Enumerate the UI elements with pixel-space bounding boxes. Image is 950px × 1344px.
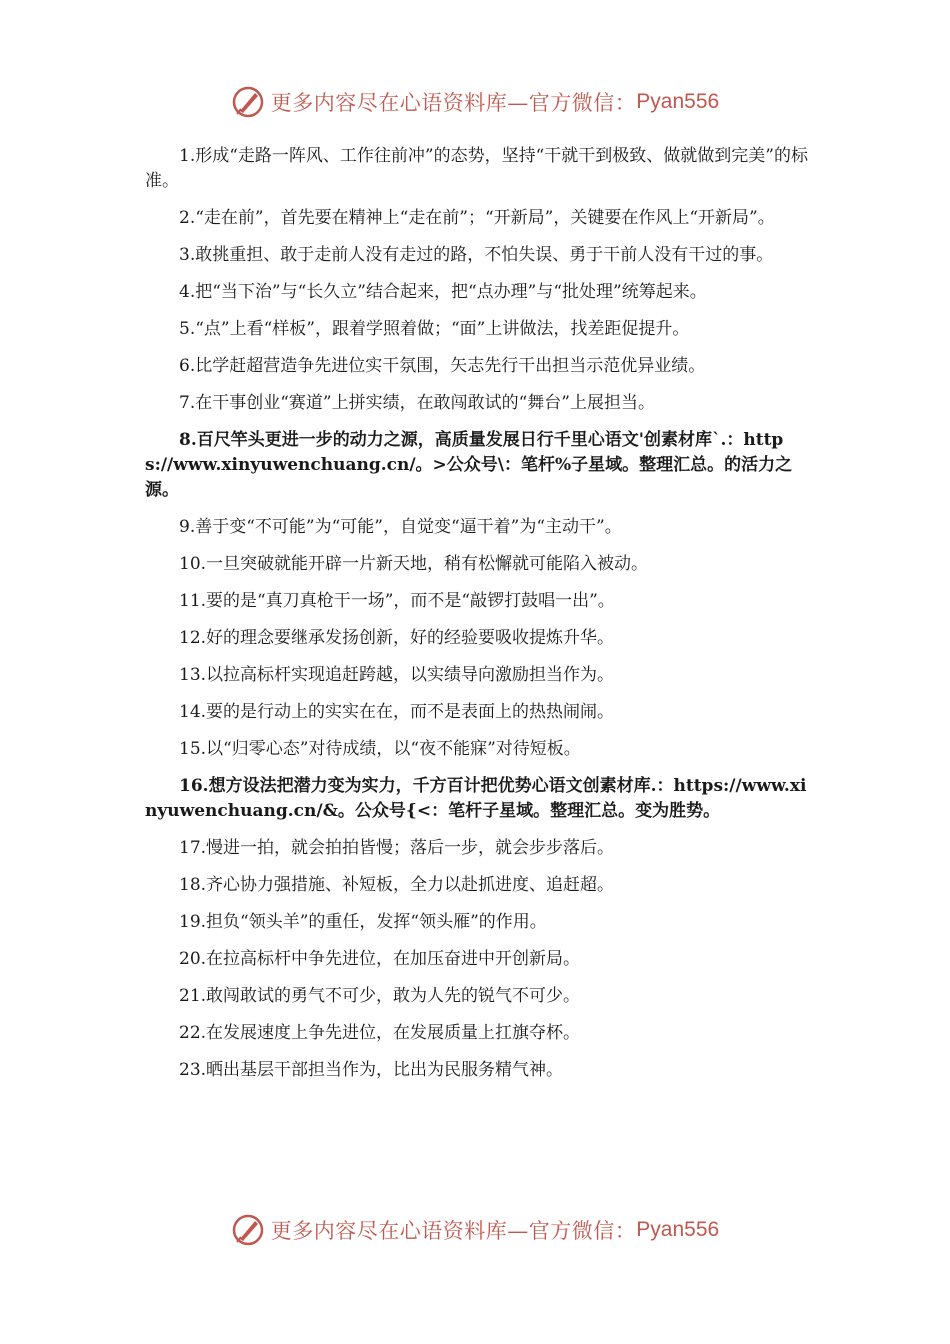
footer-banner (0, 1210, 950, 1250)
paragraph-23: 23.晒出基层干部担当作为，比出为民服务精气神。 (179, 1060, 564, 1080)
quill-pen-logo-icon (231, 1213, 265, 1247)
paragraph-11: 11.要的是“真刀真枪干一场”，而不是“敲锣打鼓唱一出”。 (179, 591, 615, 611)
footer-banner-text: 更多内容尽在心语资料库—官方微信： (270, 1219, 637, 1243)
paragraph-16: 16.想方设法把潜力变为实力，千方百计把优势心语文创素材库.：https://www.xinyuwenchuang.cn/&。公众号{<：笔杆子星域。整理汇总。变为胜势。 (145, 776, 807, 821)
paragraph-13: 13.以拉高标杆实现追赶跨越，以实绩导向激励担当作为。 (179, 665, 615, 685)
paragraph-2: 2.“走在前”，首先要在精神上“走在前”；“开新局”，关键要在作风上“开新局”。 (179, 208, 775, 228)
paragraph-12: 12.好的理念要继承发扬创新，好的经验要吸收提炼升华。 (179, 628, 615, 648)
paragraph-7: 7.在干事创业“赛道”上拼实绩，在敢闯敢试的“舞台”上展担当。 (179, 393, 655, 413)
footer-banner-id: Pyan556 (636, 1218, 720, 1241)
header-banner-id: Pyan556 (636, 90, 720, 113)
paragraph-17: 17.慢进一拍，就会拍拍皆慢；落后一步，就会步步落后。 (179, 838, 615, 858)
paragraph-5: 5.“点”上看“样板”，跟着学照着做；“面”上讲做法，找差距促提升。 (179, 319, 690, 339)
header-banner (0, 82, 950, 122)
header-banner-text: 更多内容尽在心语资料库—官方微信： (270, 91, 637, 115)
paragraph-14: 14.要的是行动上的实实在在，而不是表面上的热热闹闹。 (179, 702, 615, 722)
paragraph-8: 8.百尺竿头更进一步的动力之源，高质量发展日行千里心语文'创素材库`.：https://www.xinyuwenchuang.cn/。>公众号\：笔杆%子星域。整理汇总。的活力之源。 (145, 430, 793, 500)
paragraph-6: 6.比学赶超营造争先进位实干氛围，矢志先行干出担当示范优异业绩。 (179, 356, 706, 376)
paragraph-10: 10.一旦突破就能开辟一片新天地，稍有松懈就可能陷入被动。 (179, 554, 649, 574)
quill-pen-logo-icon (231, 85, 265, 119)
document-body (145, 144, 810, 1095)
paragraph-19: 19.担负“领头羊”的重任，发挥“领头雁”的作用。 (179, 912, 547, 932)
paragraph-21: 21.敢闯敢试的勇气不可少，敢为人先的锐气不可少。 (179, 986, 581, 1006)
paragraph-20: 20.在拉高标杆中争先进位，在加压奋进中开创新局。 (179, 949, 581, 969)
paragraph-4: 4.把“当下治”与“长久立”结合起来，把“点办理”与“批处理”统筹起来。 (179, 282, 707, 302)
paragraph-22: 22.在发展速度上争先进位，在发展质量上扛旗夺杯。 (179, 1023, 581, 1043)
paragraph-1: 1.形成“走路一阵风、工作往前冲”的态势，坚持“干就干到极致、做就做到完美”的标准。 (145, 146, 808, 191)
paragraph-3: 3.敢挑重担、敢于走前人没有走过的路，不怕失误、勇于干前人没有干过的事。 (179, 245, 774, 265)
paragraph-18: 18.齐心协力强措施、补短板，全力以赴抓进度、追赶超。 (179, 875, 615, 895)
paragraph-9: 9.善于变“不可能”为“可能”，自觉变“逼干着”为“主动干”。 (179, 517, 622, 537)
paragraph-15: 15.以“归零心态”对待成绩，以“夜不能寐”对待短板。 (179, 739, 581, 759)
